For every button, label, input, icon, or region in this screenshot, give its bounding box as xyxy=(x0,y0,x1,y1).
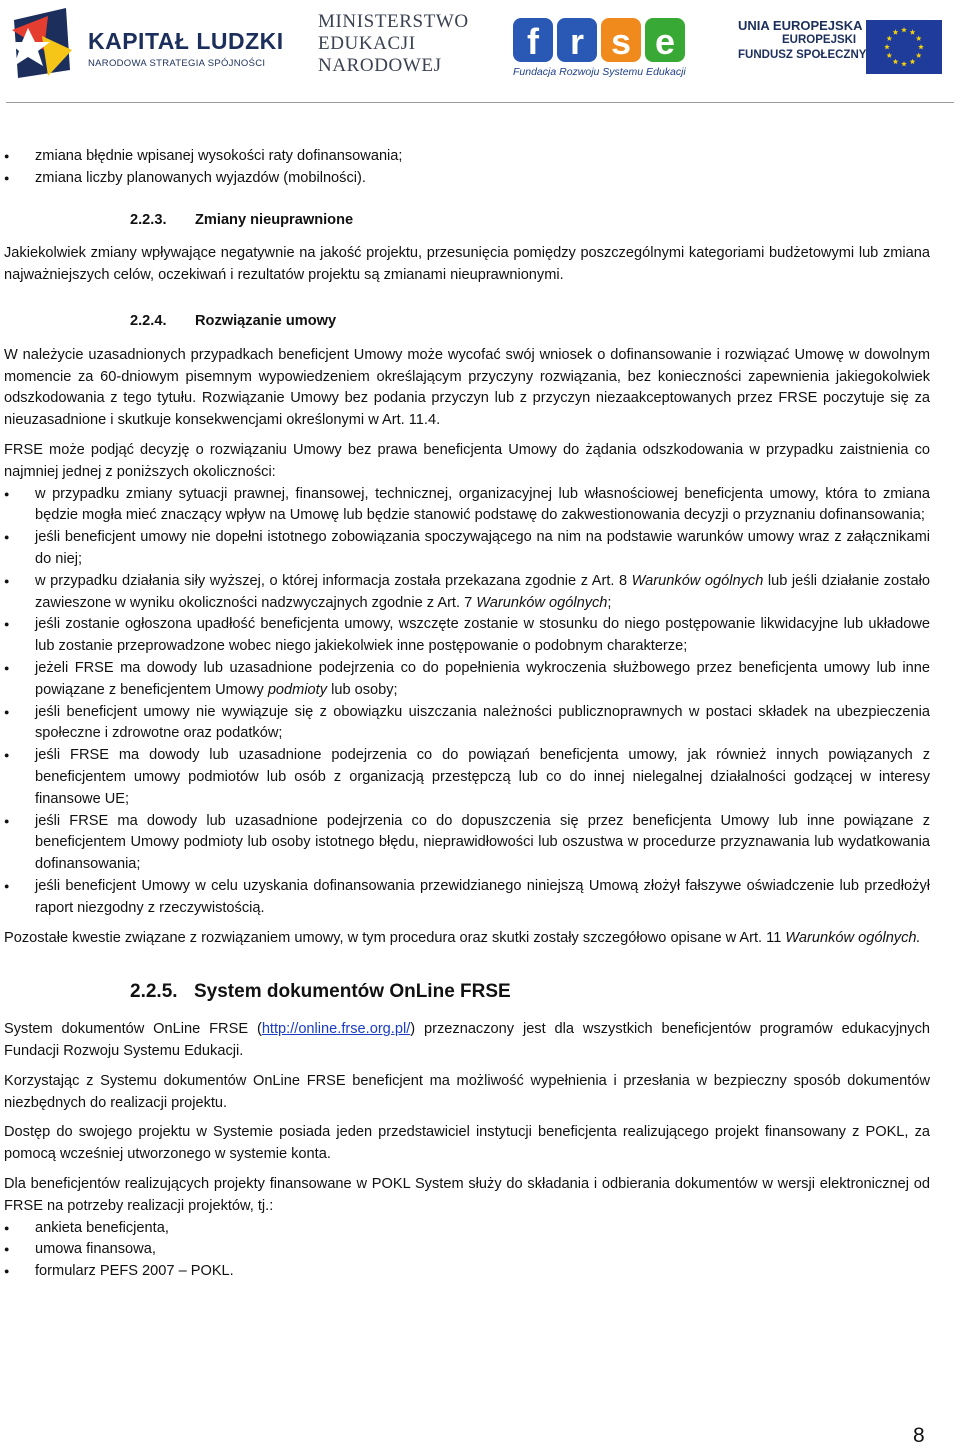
section-2-2-4-closing: Pozostałe kwestie związane z rozwiązaniem umowy, w tym procedura oraz skutki zostały szczegółowo opisane w Art. 11 Warunków ogólnych. xyxy=(4,929,921,946)
frse-subtitle: Fundacja Rozwoju Systemu Edukacji xyxy=(513,66,686,78)
kapital-ludzki-mark-icon xyxy=(8,6,78,82)
list-item: ● jeśli beneficjent umowy nie wywiązuje się z obowiązku uiszczania należności publicznoprawnych w postaci składek na ubezpieczenia społeczne i zdrowotne oraz podatków; xyxy=(4,702,930,746)
italic-ref: podmioty xyxy=(267,681,328,698)
intro-list xyxy=(4,146,930,190)
termination-conditions-list xyxy=(4,484,930,920)
eu-line-3: FUNDUSZ SPOŁECZNY xyxy=(738,49,867,61)
section-2-2-5-para-2: Korzystając z Systemu dokumentów OnLine FRSE beneficjent ma możliwość wypełnienia i przesłania w bezpieczny sposób dokumentów niezbędnych do realizacji projektu. xyxy=(4,1072,930,1111)
section-2-2-4-heading xyxy=(4,311,930,333)
ministerstwo-line-2: EDUKACJI xyxy=(318,33,416,54)
header-divider xyxy=(6,102,954,103)
kapital-ludzki-subtitle: NARODOWA STRATEGIA SPÓJNOŚCI xyxy=(88,58,266,69)
section-2-2-5-para-4: Dla beneficjentów realizujących projekty finansowane w POKL System służy do składania i odbierania dokumentów w wersji elektronicznej od FRSE na potrzeby realizacji projektów, tj.: xyxy=(4,1176,930,1214)
section-number: 2.2.4. xyxy=(130,312,167,329)
list-item: ● jeśli zostanie ogłoszona upadłość beneficjenta umowy, wszczęte zostanie w stosunku do niego postępowanie likwidacyjne lub układowe lub zostanie przeprowadzone wobec niego jakiekolwiek inne postępowanie o podobnym charakterze; xyxy=(4,614,930,658)
document-body xyxy=(4,146,930,1283)
section-2-2-5-para-1: System dokumentów OnLine FRSE (http://online.frse.org.pl/) przeznaczony jest dla wszystkich beneficjentów programów edukacyjnych Fundacji Rozwoju Systemu Edukacji. xyxy=(4,1021,930,1060)
section-2-2-3-text: Jakiekolwiek zmiany wpływające negatywnie na jakość projektu, przesunięcia pomiędzy poszczególnymi kategoriami budżetowymi lub zmiana najważniejszych celów, oczekiwań i rezultatów projektu są zmianami nieuprawnionymi. xyxy=(4,245,930,284)
list-item: ● jeśli beneficjent umowy nie dopełni istotnego zobowiązania spoczywającego na nim na podstawie warunków umowy wraz z załącznikami do niej; xyxy=(4,527,930,571)
eu-line-2: EUROPEJSKI xyxy=(782,34,857,46)
list-item: ● ankieta beneficjenta, xyxy=(4,1218,930,1240)
italic-ref: Warunków ogólnych xyxy=(631,572,764,589)
eu-logo xyxy=(738,18,948,78)
svg-text:s: s xyxy=(610,21,632,62)
list-item: ● umowa finansowa, xyxy=(4,1239,930,1261)
svg-text:e: e xyxy=(654,21,676,62)
page-number: 8 xyxy=(913,1424,925,1447)
italic-ref: Warunków ogólnych xyxy=(476,594,608,611)
svg-text:f: f xyxy=(527,21,539,62)
section-number: 2.2.5. xyxy=(130,981,178,1003)
eu-line-1: UNIA EUROPEJSKA xyxy=(738,18,863,33)
list-item: ● w przypadku zmiany sytuacji prawnej, finansowej, technicznej, organizacyjnej lub własnościowej beneficjenta umowy, która to zmiana będzie mogła mieć znaczący wpływ na Umowę lub będzie stanowić podstawę do zakwestionowania decyzji o przyznaniu dofinansowania; xyxy=(4,484,930,528)
ministerstwo-line-1: MINISTERSTWO xyxy=(318,11,469,32)
eu-flag-icon xyxy=(866,20,942,74)
svg-text:r: r xyxy=(569,21,585,62)
list-item: ● jeśli beneficjent Umowy w celu uzyskania dofinansowania przewidzianego niniejszą Umową złożył fałszywe oświadczenie lub przedłożył raport niezgodny z rzeczywistością. xyxy=(4,876,930,920)
list-item: ● jeśli FRSE ma dowody lub uzasadnione podejrzenia co do dopuszczenia się przez beneficjenta Umowy lub inne powiązane z beneficjentem Umowy podmioty lub osoby istotnego błędu, nieprawidłowości lub oszustwa w procedurze przyznawania lub wydatkowania dofinansowania; xyxy=(4,811,930,876)
online-frse-link[interactable]: http://online.frse.org.pl/ xyxy=(261,1021,411,1038)
section-title: Zmiany nieuprawnione xyxy=(195,211,354,228)
list-item: ● w przypadku działania siły wyższej, o której informacja została przekazana zgodnie z Art. 8 Warunków ogólnych lub jeśli działanie zostało zawieszone w wyniku okoliczności nadzwyczajnych zgodnie z Art. 7 Warunków ogólnych; xyxy=(4,571,930,615)
section-title: System dokumentów OnLine FRSE xyxy=(194,981,511,1003)
list-item: ● jeśli FRSE ma dowody lub uzasadnione podejrzenia co do powiązań beneficjenta umowy, jak również innych powiązanych z beneficjentem umowy podmiotów lub osób z organizacją przestępczą lub co do innej nielegalnej działalności godzącej w interesy finansowe UE; xyxy=(4,745,930,810)
ministerstwo-logo xyxy=(318,12,468,82)
ministerstwo-line-3: NARODOWEJ xyxy=(318,55,442,76)
kapital-ludzki-title: KAPITAŁ LUDZKI xyxy=(88,28,284,54)
frse-wordmark-icon xyxy=(513,14,693,64)
frse-logo xyxy=(513,14,713,84)
section-2-2-5-para-3: Dostęp do swojego projektu w Systemie posiada jeden przedstawiciel instytucji beneficjenta realizującego projekt finansowany z POKL, za pomocą wcześniej utworzonego w systemie konta. xyxy=(4,1124,930,1163)
list-item: ● zmiana liczby planowanych wyjazdów (mobilności). xyxy=(4,168,930,190)
italic-ref: Warunków ogólnych. xyxy=(785,929,921,946)
page-header xyxy=(0,0,960,104)
list-item: ● formularz PEFS 2007 – POKL. xyxy=(4,1261,930,1283)
section-2-2-5-heading xyxy=(4,979,930,1005)
kapital-ludzki-logo xyxy=(8,6,308,82)
section-title: Rozwiązanie umowy xyxy=(195,312,337,329)
list-item: ● jeżeli FRSE ma dowody lub uzasadnione podejrzenia co do popełnienia wykroczenia służbowego przez beneficjenta umowy lub inne powiązane z beneficjentem Umowy podmioty lub osoby; xyxy=(4,658,930,702)
section-number: 2.2.3. xyxy=(130,211,167,228)
section-2-2-4-para-2: FRSE może podjąć decyzję o rozwiązaniu Umowy bez prawa beneficjenta Umowy do żądania odszkodowania w przypadku zaistnienia co najmniej jednej z poniższych okoliczności: xyxy=(4,441,930,480)
documents-list xyxy=(4,1218,930,1283)
list-item: ● zmiana błędnie wpisanej wysokości raty dofinansowania; xyxy=(4,146,930,168)
section-2-2-3-heading xyxy=(4,210,930,232)
section-2-2-4-para-1: W należycie uzasadnionych przypadkach beneficjent Umowy może wycofać swój wniosek o dofinansowanie i rozwiązać Umowę w dowolnym momencie za 60-dniowym pisemnym wypowiedzeniem określającym przyczyny rozwiązania, bez konieczności zapewnienia jakiegokolwiek odszkodowania z tego tytułu. Rozwiązanie Umowy bez podania przyczyn lub z przyczyn niezaakceptowanych przez FRSE poczytuje się za nieuzasadnione i skutkuje konsekwencjami określonymi w Art. 11.4. xyxy=(4,346,930,429)
